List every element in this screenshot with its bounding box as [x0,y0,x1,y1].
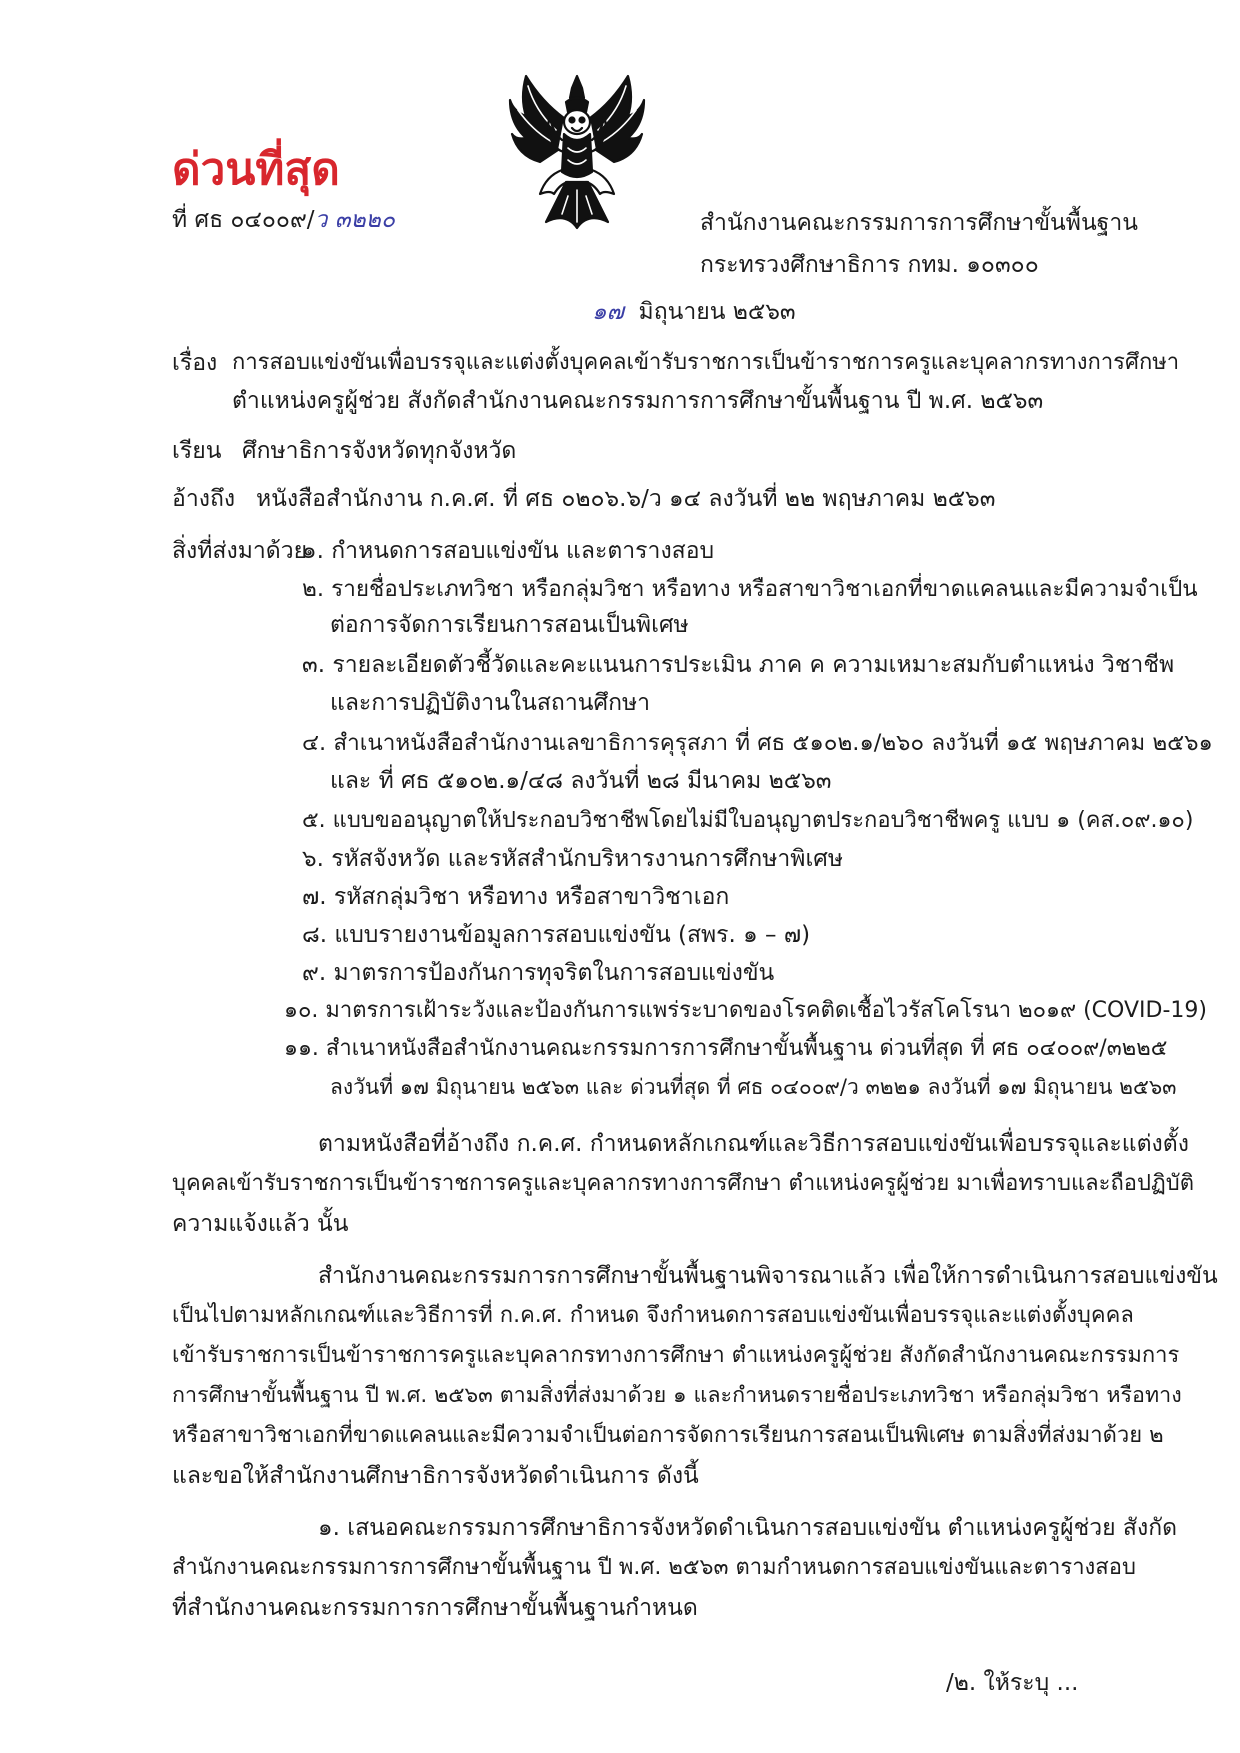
body-paragraph-2-line: หรือสาขาวิชาเอกที่ขาดแคลนและมีความจำเป็นต่อการจัดการเรียนการสอนเป็นพิเศษ ตามสิ่งที่ส่งมาด้วย ๒ [172,1423,1164,1448]
subject-label: เรื่อง [172,350,218,376]
enclosure-item-continued: ต่อการจัดการเรียนการสอนเป็นพิเศษ [330,612,689,638]
body-paragraph-3-line: สำนักงานคณะกรรมการการศึกษาขั้นพื้นฐาน ปี พ.ศ. ๒๕๖๓ ตามกำหนดการสอบแข่งขันและตารางสอบ [172,1555,1136,1580]
body-paragraph-3-line: ที่สำนักงานคณะกรรมการการศึกษาขั้นพื้นฐานกำหนด [172,1595,698,1621]
enclosure-item: ๗. รหัสกลุ่มวิชา หรือทาง หรือสาขาวิชาเอก [302,884,730,910]
enclosure-item: ๖. รหัสจังหวัด และรหัสสำนักบริหารงานการศึกษาพิเศษ [302,846,844,872]
subject-line-2: ตำแหน่งครูผู้ช่วย สังกัดสำนักงานคณะกรรมการการศึกษาขั้นพื้นฐาน ปี พ.ศ. ๒๕๖๓ [232,388,1044,414]
enclosure-item: ๕. แบบขออนุญาตให้ประกอบวิชาชีพโดยไม่มีใบอนุญาตประกอบวิชาชีพครู แบบ ๑ (คส.๐๙.๑๐) [302,808,1194,833]
date-day-handwritten: ๑๗ [592,299,624,325]
enclosure-item: ๔. สำเนาหนังสือสำนักงานเลขาธิการคุรุสภา ที่ ศธ ๕๑๐๒.๑/๒๖๐ ลงวันที่ ๑๕ พฤษภาคม ๒๕๖๑ [302,730,1213,756]
enclosure-item-continued: และการปฏิบัติงานในสถานศึกษา [330,690,651,716]
enclosure-item: ๙. มาตรการป้องกันการทุจริตในการสอบแข่งขัน [302,960,775,986]
body-paragraph-2-line: การศึกษาขั้นพื้นฐาน ปี พ.ศ. ๒๕๖๓ ตามสิ่งที่ส่งมาด้วย ๑ และกำหนดรายชื่อประเภทวิชา หรือกลุ่มวิชา หรือทาง [172,1383,1182,1408]
body-paragraph-2-line: และขอให้สำนักงานศึกษาธิการจังหวัดดำเนินการ ดังนี้ [172,1463,699,1489]
document-number-handwritten: ว ๓๒๒๐ [314,207,395,233]
reference-label: อ้างถึง [172,486,236,512]
enclosure-item: ๓. รายละเอียดตัวชี้วัดและคะแนนการประเมิน ภาค ค ความเหมาะสมกับตำแหน่ง วิชาชีพ [302,652,1175,678]
sender-office-line2: กระทรวงศึกษาธิการ กทม. ๑๐๓๐๐ [700,252,1039,278]
document-number-prefix: ที่ ศธ ๐๔๐๐๙/ [172,207,315,233]
body-paragraph-2-line: เข้ารับราชการเป็นข้าราชการครูและบุคลากรทางการศึกษา ตำแหน่งครูผู้ช่วย สังกัดสำนักงานคณะกรรมการ [172,1343,1180,1368]
recipient-label: เรียน [172,438,222,464]
body-paragraph-1-line: ตามหนังสือที่อ้างถึง ก.ค.ศ. กำหนดหลักเกณฑ์และวิธีการสอบแข่งขันเพื่อบรรจุและแต่งตั้ง [318,1131,1189,1157]
reference-text: หนังสือสำนักงาน ก.ค.ศ. ที่ ศธ ๐๒๐๖.๖/ว ๑๔ ลงวันที่ ๒๒ พฤษภาคม ๒๕๖๓ [256,486,996,512]
document-number [172,205,395,235]
enclosure-item: ๑๐. มาตรการเฝ้าระวังและป้องกันการแพร่ระบาดของโรคติดเชื้อไวรัสโคโรนา ๒๐๑๙ (COVID-19) [284,998,1207,1023]
subject-line-1: การสอบแข่งขันเพื่อบรรจุและแต่งตั้งบุคคลเข้ารับราชการเป็นข้าราชการครูและบุคลากรทางการศึกษา [232,350,1180,375]
sender-office-line1: สำนักงานคณะกรรมการการศึกษาขั้นพื้นฐาน [700,210,1138,236]
body-paragraph-2-line: เป็นไปตามหลักเกณฑ์และวิธีการที่ ก.ค.ศ. กำหนด จึงกำหนดการสอบแข่งขันเพื่อบรรจุและแต่งตั้งบุคคล [172,1303,1134,1328]
urgency-stamp: ด่วนที่สุด [172,144,340,195]
enclosure-item: ๒. รายชื่อประเภทวิชา หรือกลุ่มวิชา หรือทาง หรือสาขาวิชาเอกที่ขาดแคลนและมีความจำเป็น [302,576,1198,602]
document-date [592,297,796,327]
date-month-year: มิถุนายน ๒๕๖๓ [638,299,796,325]
page-continuation: /๒. ให้ระบุ ... [946,1670,1079,1696]
body-paragraph-1-line: ความแจ้งแล้ว นั้น [172,1211,349,1237]
recipient-text: ศึกษาธิการจังหวัดทุกจังหวัด [242,438,517,464]
enclosure-item-continued: และ ที่ ศธ ๕๑๐๒.๑/๔๘ ลงวันที่ ๒๘ มีนาคม ๒๕๖๓ [330,768,832,794]
body-paragraph-1-line: บุคคลเข้ารับราชการเป็นข้าราชการครูและบุคลากรทางการศึกษา ตำแหน่งครูผู้ช่วย มาเพื่อทราบและถือปฏิบัติ [172,1171,1194,1196]
enclosure-item: ๑. กำหนดการสอบแข่งขัน และตารางสอบ [302,538,715,564]
garuda-emblem-icon [506,72,648,232]
enclosure-item: ๘. แบบรายงานข้อมูลการสอบแข่งขัน (สพร. ๑ – ๗) [302,922,811,948]
enclosure-label: สิ่งที่ส่งมาด้วย [172,538,308,564]
body-paragraph-2-line: สำนักงานคณะกรรมการการศึกษาขั้นพื้นฐานพิจารณาแล้ว เพื่อให้การดำเนินการสอบแข่งขัน [318,1263,1218,1289]
enclosure-item: ๑๑. สำเนาหนังสือสำนักงานคณะกรรมการการศึกษาขั้นพื้นฐาน ด่วนที่สุด ที่ ศธ ๐๔๐๐๙/๓๒๒๕ [284,1036,1168,1061]
enclosure-item-continued: ลงวันที่ ๑๗ มิถุนายน ๒๕๖๓ และ ด่วนที่สุด ที่ ศธ ๐๔๐๐๙/ว ๓๒๒๑ ลงวันที่ ๑๗ มิถุนายน ๒๕๖๓ [330,1075,1177,1099]
body-paragraph-3-line: ๑. เสนอคณะกรรมการศึกษาธิการจังหวัดดำเนินการสอบแข่งขัน ตำแหน่งครูผู้ช่วย สังกัด [318,1515,1178,1541]
